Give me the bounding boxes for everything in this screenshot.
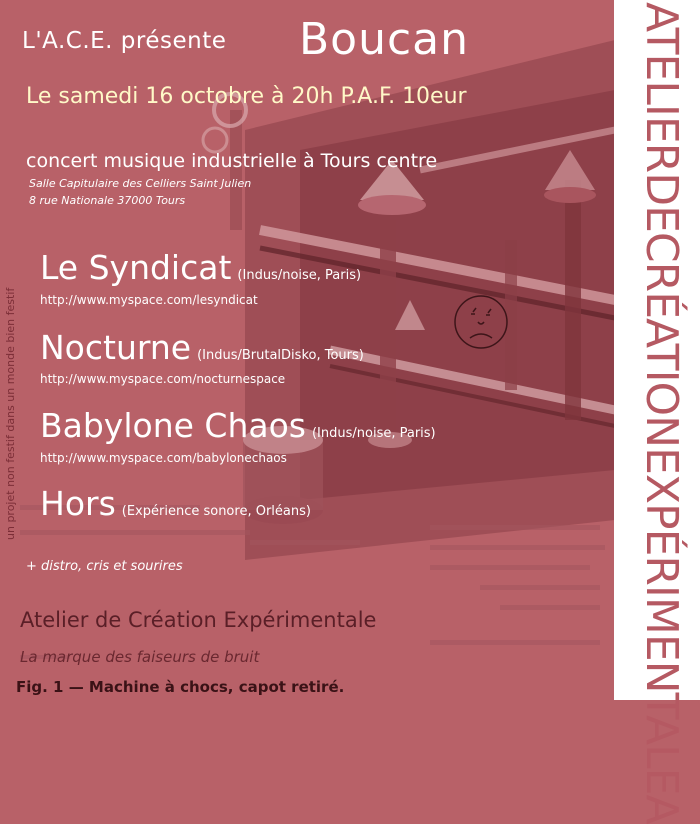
address-text: 8 rue Nationale 37000 Tours <box>29 194 186 207</box>
figure-caption: Fig. 1 — Machine à chocs, capot retiré. <box>16 678 345 696</box>
organization-tagline: La marque des faiseurs de bruit <box>20 648 260 666</box>
band-url-link[interactable]: http://www.myspace.com/babylonechaos <box>40 451 287 465</box>
date-line: Le samedi 16 octobre à 20h P.A.F. 10eur <box>26 84 467 109</box>
band-url-link[interactable]: http://www.myspace.com/lesyndicat <box>40 293 258 307</box>
band-entry <box>40 328 364 367</box>
band-entry <box>40 406 436 445</box>
vertical-banner-text: ATELIERDECRÉATIONEXPÉRIMENTALEA <box>636 2 687 824</box>
band-entry <box>40 484 311 523</box>
extras-text: + distro, cris et sourires <box>26 559 183 574</box>
page-title: Boucan <box>299 14 470 65</box>
presenter-text: L'A.C.E. présente <box>22 28 227 54</box>
band-genre: (Indus/noise, Paris) <box>311 426 436 441</box>
side-slogan: un projet non festif dans un monde bien festif <box>4 287 17 540</box>
band-genre: (Expérience sonore, Orléans) <box>121 504 311 519</box>
event-description: concert musique industrielle à Tours centre <box>26 150 438 172</box>
band-genre: (Indus/noise, Paris) <box>237 268 362 283</box>
band-name: Le Syndicat <box>40 248 232 287</box>
band-name: Hors <box>40 484 116 523</box>
band-name: Nocturne <box>40 328 192 367</box>
band-genre: (Indus/BrutalDisko, Tours) <box>197 348 364 363</box>
band-name: Babylone Chaos <box>40 406 306 445</box>
venue-text: Salle Capitulaire des Celliers Saint Julien <box>29 177 252 190</box>
band-url-link[interactable]: http://www.myspace.com/nocturnespace <box>40 372 286 386</box>
band-entry <box>40 248 361 287</box>
organization-name: Atelier de Création Expérimentale <box>20 608 377 632</box>
